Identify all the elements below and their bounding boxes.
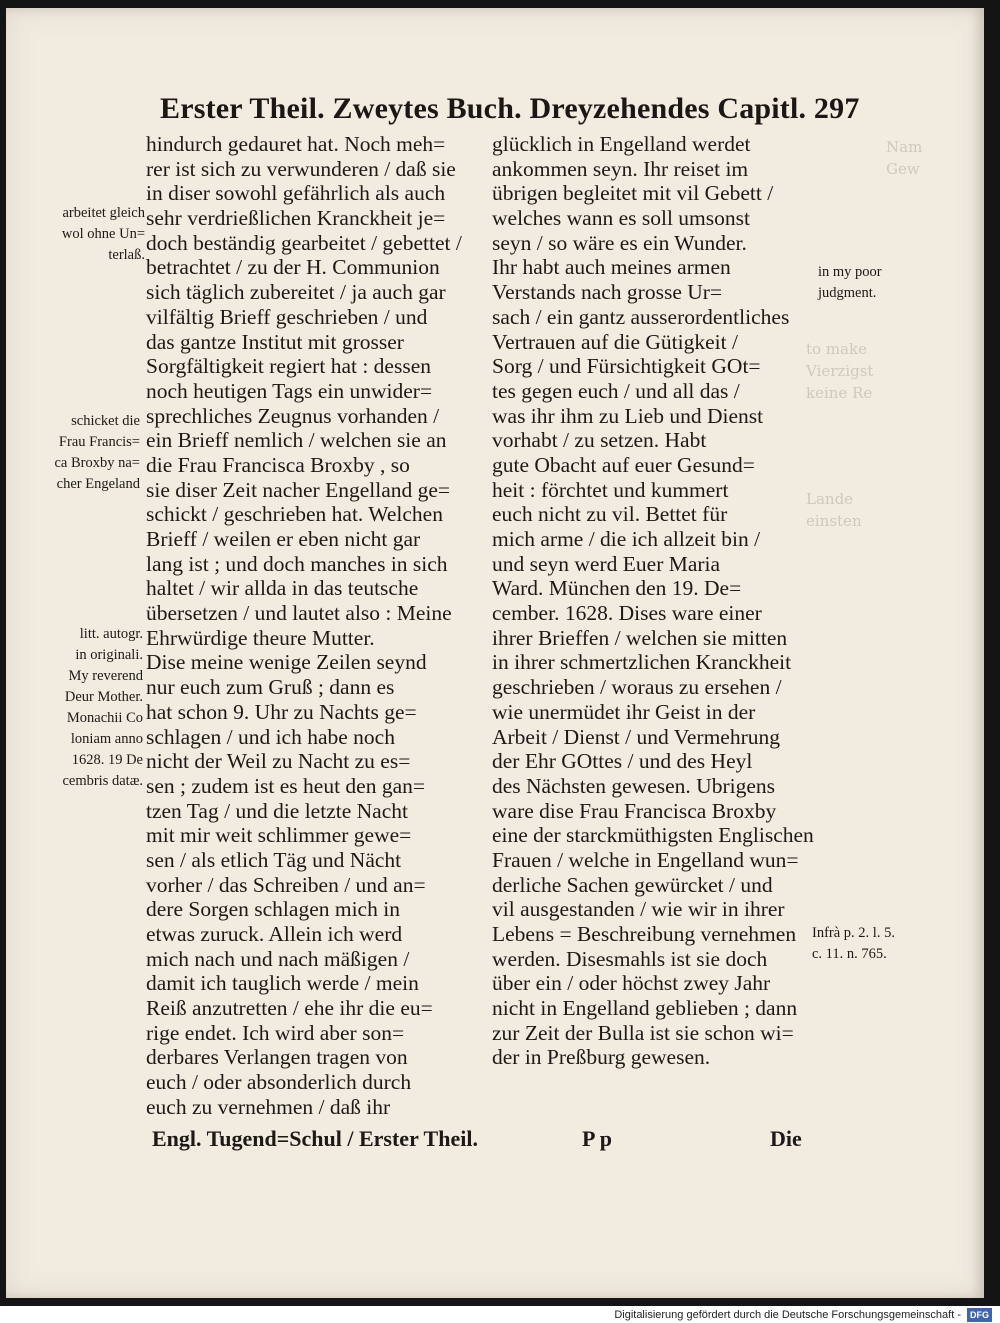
text-line: schlagen / und ich habe noch xyxy=(146,724,395,749)
margin-note-left-2 xyxy=(55,411,141,495)
text-line: heit : förchtet und kummert xyxy=(492,477,729,502)
text-line: welches wann es soll umsonst xyxy=(492,206,750,231)
text-line: in diser sowohl gefährlich als auch xyxy=(146,181,446,206)
text-line: tzen Tag / und die letzte Nacht xyxy=(146,798,408,823)
margin-note-right-1 xyxy=(818,262,882,304)
text-line: tes gegen euch / und all das / xyxy=(492,378,740,403)
margin-note-line: schicket die xyxy=(71,413,140,429)
margin-note-line: litt. autogr. xyxy=(79,626,143,642)
text-line: Sorgfältigkeit regiert hat : dessen xyxy=(146,354,432,379)
text-line: ihrer Brieffen / welchen sie mitten xyxy=(492,625,788,650)
text-line: die Frau Francisca Broxby , so xyxy=(146,452,410,477)
text-line: ankommen seyn. Ihr reiset im xyxy=(492,156,749,181)
credit-text: Digitalisierung gefördert durch die Deutsche Forschungsgemeinschaft - xyxy=(614,1308,961,1321)
text-line: derbares Verlangen tragen von xyxy=(146,1045,408,1070)
text-line: sach / ein gantz ausserordentliches xyxy=(492,304,790,329)
text-line: hat schon 9. Uhr zu Nachts ge= xyxy=(146,699,417,724)
text-line: mit mir weit schlimmer gewe= xyxy=(146,823,412,848)
text-line: betrachtet / zu der H. Communion xyxy=(146,255,440,280)
margin-note-line: cher Engeland xyxy=(56,476,140,492)
text-column-left xyxy=(146,132,471,1120)
margin-note-line: Deur Mother. xyxy=(64,689,143,705)
margin-note-line: wol ohne Un= xyxy=(61,226,145,242)
text-line: Ehrwürdige theure Mutter. xyxy=(146,625,375,650)
text-line: sie diser Zeit nacher Engelland ge= xyxy=(146,477,451,502)
margin-note-line: loniam anno xyxy=(70,731,143,747)
text-line: doch beständig gearbeitet / gebettet / xyxy=(146,230,462,255)
text-line: noch heutigen Tags ein unwider= xyxy=(146,378,433,403)
footer-title: Engl. Tugend=Schul / Erster Theil. xyxy=(152,1126,478,1151)
text-line: nicht der Weil zu Nacht zu es= xyxy=(146,749,411,774)
text-line: der in Preßburg gewesen. xyxy=(492,1045,711,1070)
running-header: Erster Theil. Zweytes Buch. Dreyzehendes Capitl. 297 xyxy=(160,92,860,125)
margin-note-line: My reverend xyxy=(68,668,143,684)
text-line: etwas zuruck. Allein ich werd xyxy=(146,922,403,946)
text-line: hindurch gedauret hat. Noch meh= xyxy=(146,132,446,156)
margin-note-line: in my poor xyxy=(818,264,882,280)
text-line: des Nächsten gewesen. Ubrigens xyxy=(492,773,775,798)
margin-note-line: terlaß. xyxy=(108,247,145,263)
text-line: Vertrauen auf die Gütigkeit / xyxy=(492,329,738,354)
text-line: wie unermüdet ihr Geist in der xyxy=(492,699,756,724)
text-line: zur Zeit der Bulla ist sie schon wi= xyxy=(492,1020,794,1045)
text-line: seyn / so wäre es ein Wunder. xyxy=(492,230,747,255)
text-line: Dise meine wenige Zeilen seynd xyxy=(146,650,427,675)
text-line: eine der starckmüthigsten Englischen xyxy=(492,823,814,848)
margin-note-line: c. 11. n. 765. xyxy=(812,946,887,962)
text-line: und seyn werd Euer Maria xyxy=(492,551,721,576)
text-line: sehr verdrießlichen Kranckheit je= xyxy=(146,206,446,231)
text-line: Brieff / weilen er eben nicht gar xyxy=(146,527,421,551)
text-line: cember. 1628. Dises ware einer xyxy=(492,601,762,626)
text-column-right xyxy=(492,132,814,1070)
text-line: Sorg / und Fürsichtigkeit GOt= xyxy=(492,354,761,379)
digitization-credit xyxy=(614,1306,992,1323)
text-line: Reiß anzutretten / ehe ihr die eu= xyxy=(146,996,433,1021)
text-line: vorher / das Schreiben / und an= xyxy=(146,872,426,897)
text-line: ware dise Frau Francisca Broxby xyxy=(492,798,777,823)
text-line: geschrieben / woraus zu ersehen / xyxy=(492,675,782,700)
text-line: werden. Disesmahls ist sie doch xyxy=(492,946,768,971)
text-line: glücklich in Engelland werdet xyxy=(492,132,751,156)
text-line: vilfältig Brieff geschrieben / und xyxy=(146,304,428,329)
text-line: sen ; zudem ist es heut den gan= xyxy=(146,773,426,798)
text-line: gute Obacht auf euer Gesund= xyxy=(492,452,755,477)
margin-note-line: judgment. xyxy=(818,285,877,301)
text-line: Lebens = Beschreibung vernehmen xyxy=(492,922,797,946)
margin-note-line: arbeitet gleich xyxy=(62,205,145,221)
text-line: Frauen / welche in Engelland wun= xyxy=(492,847,799,872)
text-line: euch nicht zu vil. Bettet für xyxy=(492,502,728,527)
catchword: Die xyxy=(770,1126,802,1151)
text-line: ein Brieff nemlich / welchen sie an xyxy=(146,428,447,453)
text-line: mich nach und nach mäßigen / xyxy=(146,946,410,971)
text-line: haltet / wir allda in das teutsche xyxy=(146,576,419,601)
text-line: mich arme / die ich allzeit bin / xyxy=(492,527,761,551)
margin-note-line: ca Broxby na= xyxy=(54,455,140,471)
text-line: dere Sorgen schlagen mich in xyxy=(146,897,400,922)
text-line: übrigen begleitet mit vil Gebett / xyxy=(492,181,774,206)
show-through-text: Nam Gew xyxy=(886,138,923,178)
text-line: Ihr habt auch meines armen xyxy=(492,255,731,280)
margin-note-line: in originali. xyxy=(75,647,143,663)
show-through-text: to make Vierzigst keine Re xyxy=(806,340,874,402)
text-line: euch zu vernehmen / daß ihr xyxy=(146,1094,391,1119)
text-line: sen / als etlich Täg und Nächt xyxy=(146,847,402,872)
margin-note-right-2 xyxy=(812,923,895,965)
text-line: über ein / oder höchst zwey Jahr xyxy=(492,971,771,996)
show-through-text: Lande einsten xyxy=(806,490,862,530)
signature-mark: P p xyxy=(582,1126,612,1151)
text-line: nicht in Engelland geblieben ; dann xyxy=(492,996,798,1021)
text-line: vorhabt / zu setzen. Habt xyxy=(492,428,707,453)
text-line: damit ich tauglich werde / mein xyxy=(146,971,419,996)
margin-note-line: Monachii Co xyxy=(66,710,143,726)
margin-note-left-1 xyxy=(62,203,145,266)
margin-note-line: 1628. 19 De xyxy=(71,752,143,768)
text-line: schickt / geschrieben hat. Welchen xyxy=(146,502,443,527)
text-line: der Ehr GOttes / und des Heyl xyxy=(492,749,753,774)
text-line: derliche Sachen gewürcket / und xyxy=(492,872,773,897)
margin-note-line: Infrà p. 2. l. 5. xyxy=(812,925,895,941)
margin-note-line: cembris datæ. xyxy=(62,773,143,789)
text-line: Arbeit / Dienst / und Vermehrung xyxy=(492,724,781,749)
text-line: vil ausgestanden / wie wir in ihrer xyxy=(492,897,785,922)
text-line: übersetzen / und lautet also : Meine xyxy=(146,601,452,626)
text-line: nur euch zum Gruß ; dann es xyxy=(146,675,395,700)
text-line: euch / oder absonderlich durch xyxy=(146,1070,412,1095)
text-line: Ward. München den 19. De= xyxy=(492,576,742,601)
margin-note-left-3 xyxy=(62,624,143,792)
text-line: in ihrer schmertzlichen Kranckheit xyxy=(492,650,792,675)
dfg-logo: DFG xyxy=(967,1308,992,1322)
text-line: das gantze Institut mit grosser xyxy=(146,329,404,354)
text-line: rer ist sich zu verwunderen / daß sie xyxy=(146,156,456,181)
text-line: lang ist ; und doch manches in sich xyxy=(146,551,448,576)
text-line: was ihr ihm zu Lieb und Dienst xyxy=(492,403,764,428)
text-line: Verstands nach grosse Ur= xyxy=(492,280,723,305)
text-line: sprechliches Zeugnus vorhanden / xyxy=(146,403,440,428)
margin-note-line: Frau Francis= xyxy=(58,434,140,450)
text-line: rige endet. Ich wird aber son= xyxy=(146,1020,405,1045)
text-line: sich täglich zubereitet / ja auch gar xyxy=(146,280,446,305)
